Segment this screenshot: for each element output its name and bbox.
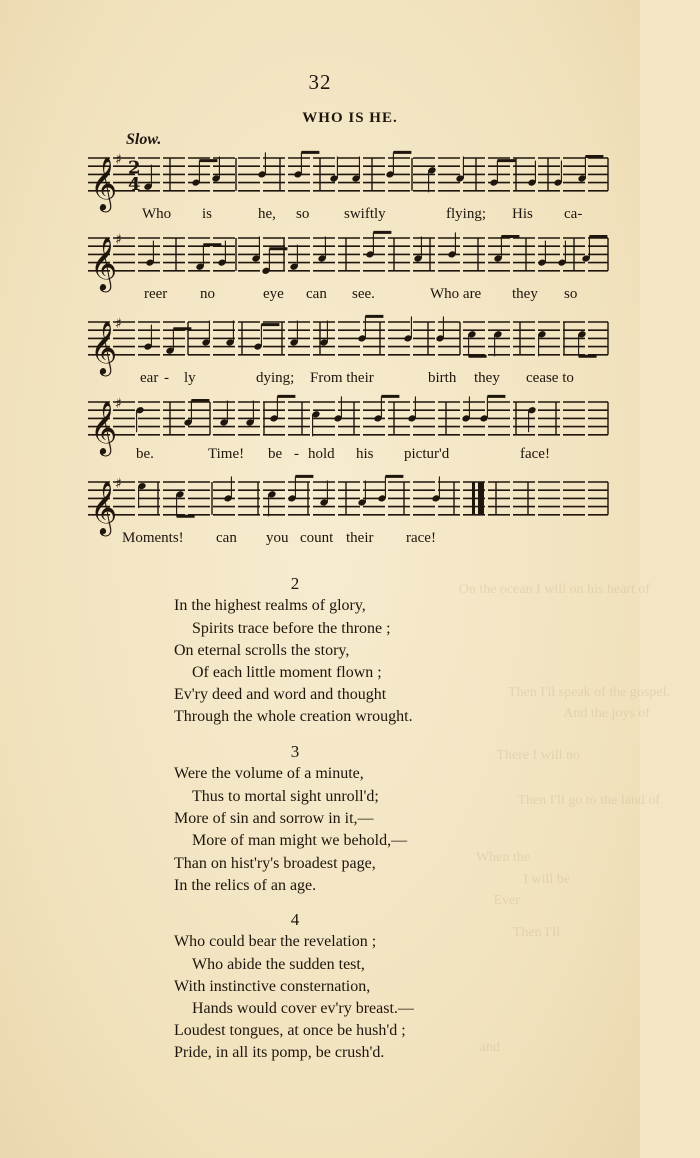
lyric-word: be. [136,446,154,462]
time-signature-bottom: 4 [128,173,141,195]
hymn-title: WHO IS HE. [302,110,398,126]
lyric-word: reer [144,286,168,302]
staff-3 [88,314,612,372]
lyric-word: eye [263,286,284,302]
lyric-word: is [202,206,213,222]
lyric-word: no [200,286,215,302]
lyric-word: can [216,530,237,546]
verse-line: With instinctive consternation, [174,978,371,995]
music-system-2 [88,230,612,290]
lyric-word: ly [184,370,196,386]
verse-line: More of sin and sorrow in it,— [174,810,374,827]
lyric-word: you [266,530,289,546]
lyric-word: Who [142,206,172,222]
time-signature-top: 2 [128,157,141,179]
verse-line: Who could bear the revelation ; [174,933,377,950]
lyric-word: cease to [526,370,574,386]
bleed-line: I will be [523,872,570,887]
lyric-word: so [564,286,578,302]
lyric-word: dying; [256,370,295,386]
sharp-icon: ♯ [115,396,122,412]
lyric-word: flying; [446,206,486,222]
verse-line: In the relics of an age. [174,877,317,894]
sharp-icon: ♯ [115,152,122,168]
verse-line: Loudest tongues, at once be hush'd ; [174,1022,406,1039]
final-double-bar [472,482,475,515]
lyric-word: - [294,446,299,462]
sharp-icon: ♯ [115,476,122,492]
bleed-line: Then I'll [512,925,560,940]
bleed-line: and [479,1040,500,1055]
music-system-3 [88,314,612,374]
bleed-line: When the [475,850,530,865]
lyric-word: From their [310,370,374,386]
lyric-word: he, [258,206,276,222]
lyric-word: ear [140,370,159,386]
music-system-1 [88,150,612,210]
verse-number: 2 [290,574,300,593]
lyric-word: His [512,206,533,222]
lyric-word: his [356,446,374,462]
verse-line: Were the volume of a minute, [174,765,364,782]
sharp-icon: ♯ [115,316,122,332]
bleed-line: Then I'll go to the land of [517,793,660,808]
lyric-word: count [300,530,334,546]
verse-line: Thus to mortal sight unroll'd; [192,788,379,805]
staff-2 [88,230,612,288]
lyric-word: they [512,286,538,302]
final-double-bar [478,482,484,515]
verse-line: Of each little moment flown ; [192,664,382,681]
lyric-word: pictur'd [404,446,450,462]
verse-line: Spirits trace before the throne ; [192,620,391,637]
lyric-word: so [296,206,310,222]
lyric-word: hold [308,446,335,462]
tempo-marking: Slow. [126,131,162,148]
treble-clef-icon: 𝄞 [90,235,118,290]
lyric-word: race! [406,530,436,546]
lyric-word: Who are [430,286,482,302]
lyric-word: be [268,446,283,462]
staff-4 [88,394,612,452]
staff-1 [88,150,612,208]
lyric-word: - [164,370,169,386]
lyric-word: Moments! [122,530,184,546]
lyric-word: face! [520,446,550,462]
bleed-line: Ever [493,893,520,908]
verse-line: Through the whole creation wrought. [174,708,413,725]
verse-number: 3 [290,742,300,761]
verse-line: Hands would cover ev'ry breast.— [192,1000,414,1017]
bleed-line: And the joys of [563,706,650,721]
verse-line: Who abide the sudden test, [192,956,365,973]
music-system-5 [88,474,612,534]
treble-clef-icon: 𝄞 [90,399,118,454]
verse-line: In the highest realms of glory, [174,597,366,614]
verse-number: 4 [290,910,300,929]
sharp-icon: ♯ [115,232,122,248]
lyric-word: can [306,286,327,302]
verse-line: Ev'ry deed and word and thought [174,686,387,703]
bleed-line: Then I'll speak of the gospel. [508,685,670,700]
verse-line: On eternal scrolls the story, [174,642,350,659]
page-number: 32 [308,70,332,94]
bleed-line: On the ocean I will on his heart of [458,582,650,597]
bleed-line: There I will no [496,748,580,763]
treble-clef-icon: 𝄞 [90,479,118,534]
lyric-word: their [346,530,374,546]
verse-line: More of man might we behold,— [192,832,408,849]
lyric-word: swiftly [344,206,386,222]
lyric-word: birth [428,370,457,386]
verse-line: Pride, in all its pomp, be crush'd. [174,1044,385,1061]
treble-clef-icon: 𝄞 [90,155,118,210]
treble-clef-icon: 𝄞 [90,319,118,374]
staff-5 [88,474,612,532]
lyric-word: see. [352,286,375,302]
lyric-word: ca- [564,206,583,222]
lyric-word: Time! [208,446,245,462]
lyric-word: they [474,370,500,386]
verse-line: Than on hist'ry's broadest page, [174,855,376,872]
